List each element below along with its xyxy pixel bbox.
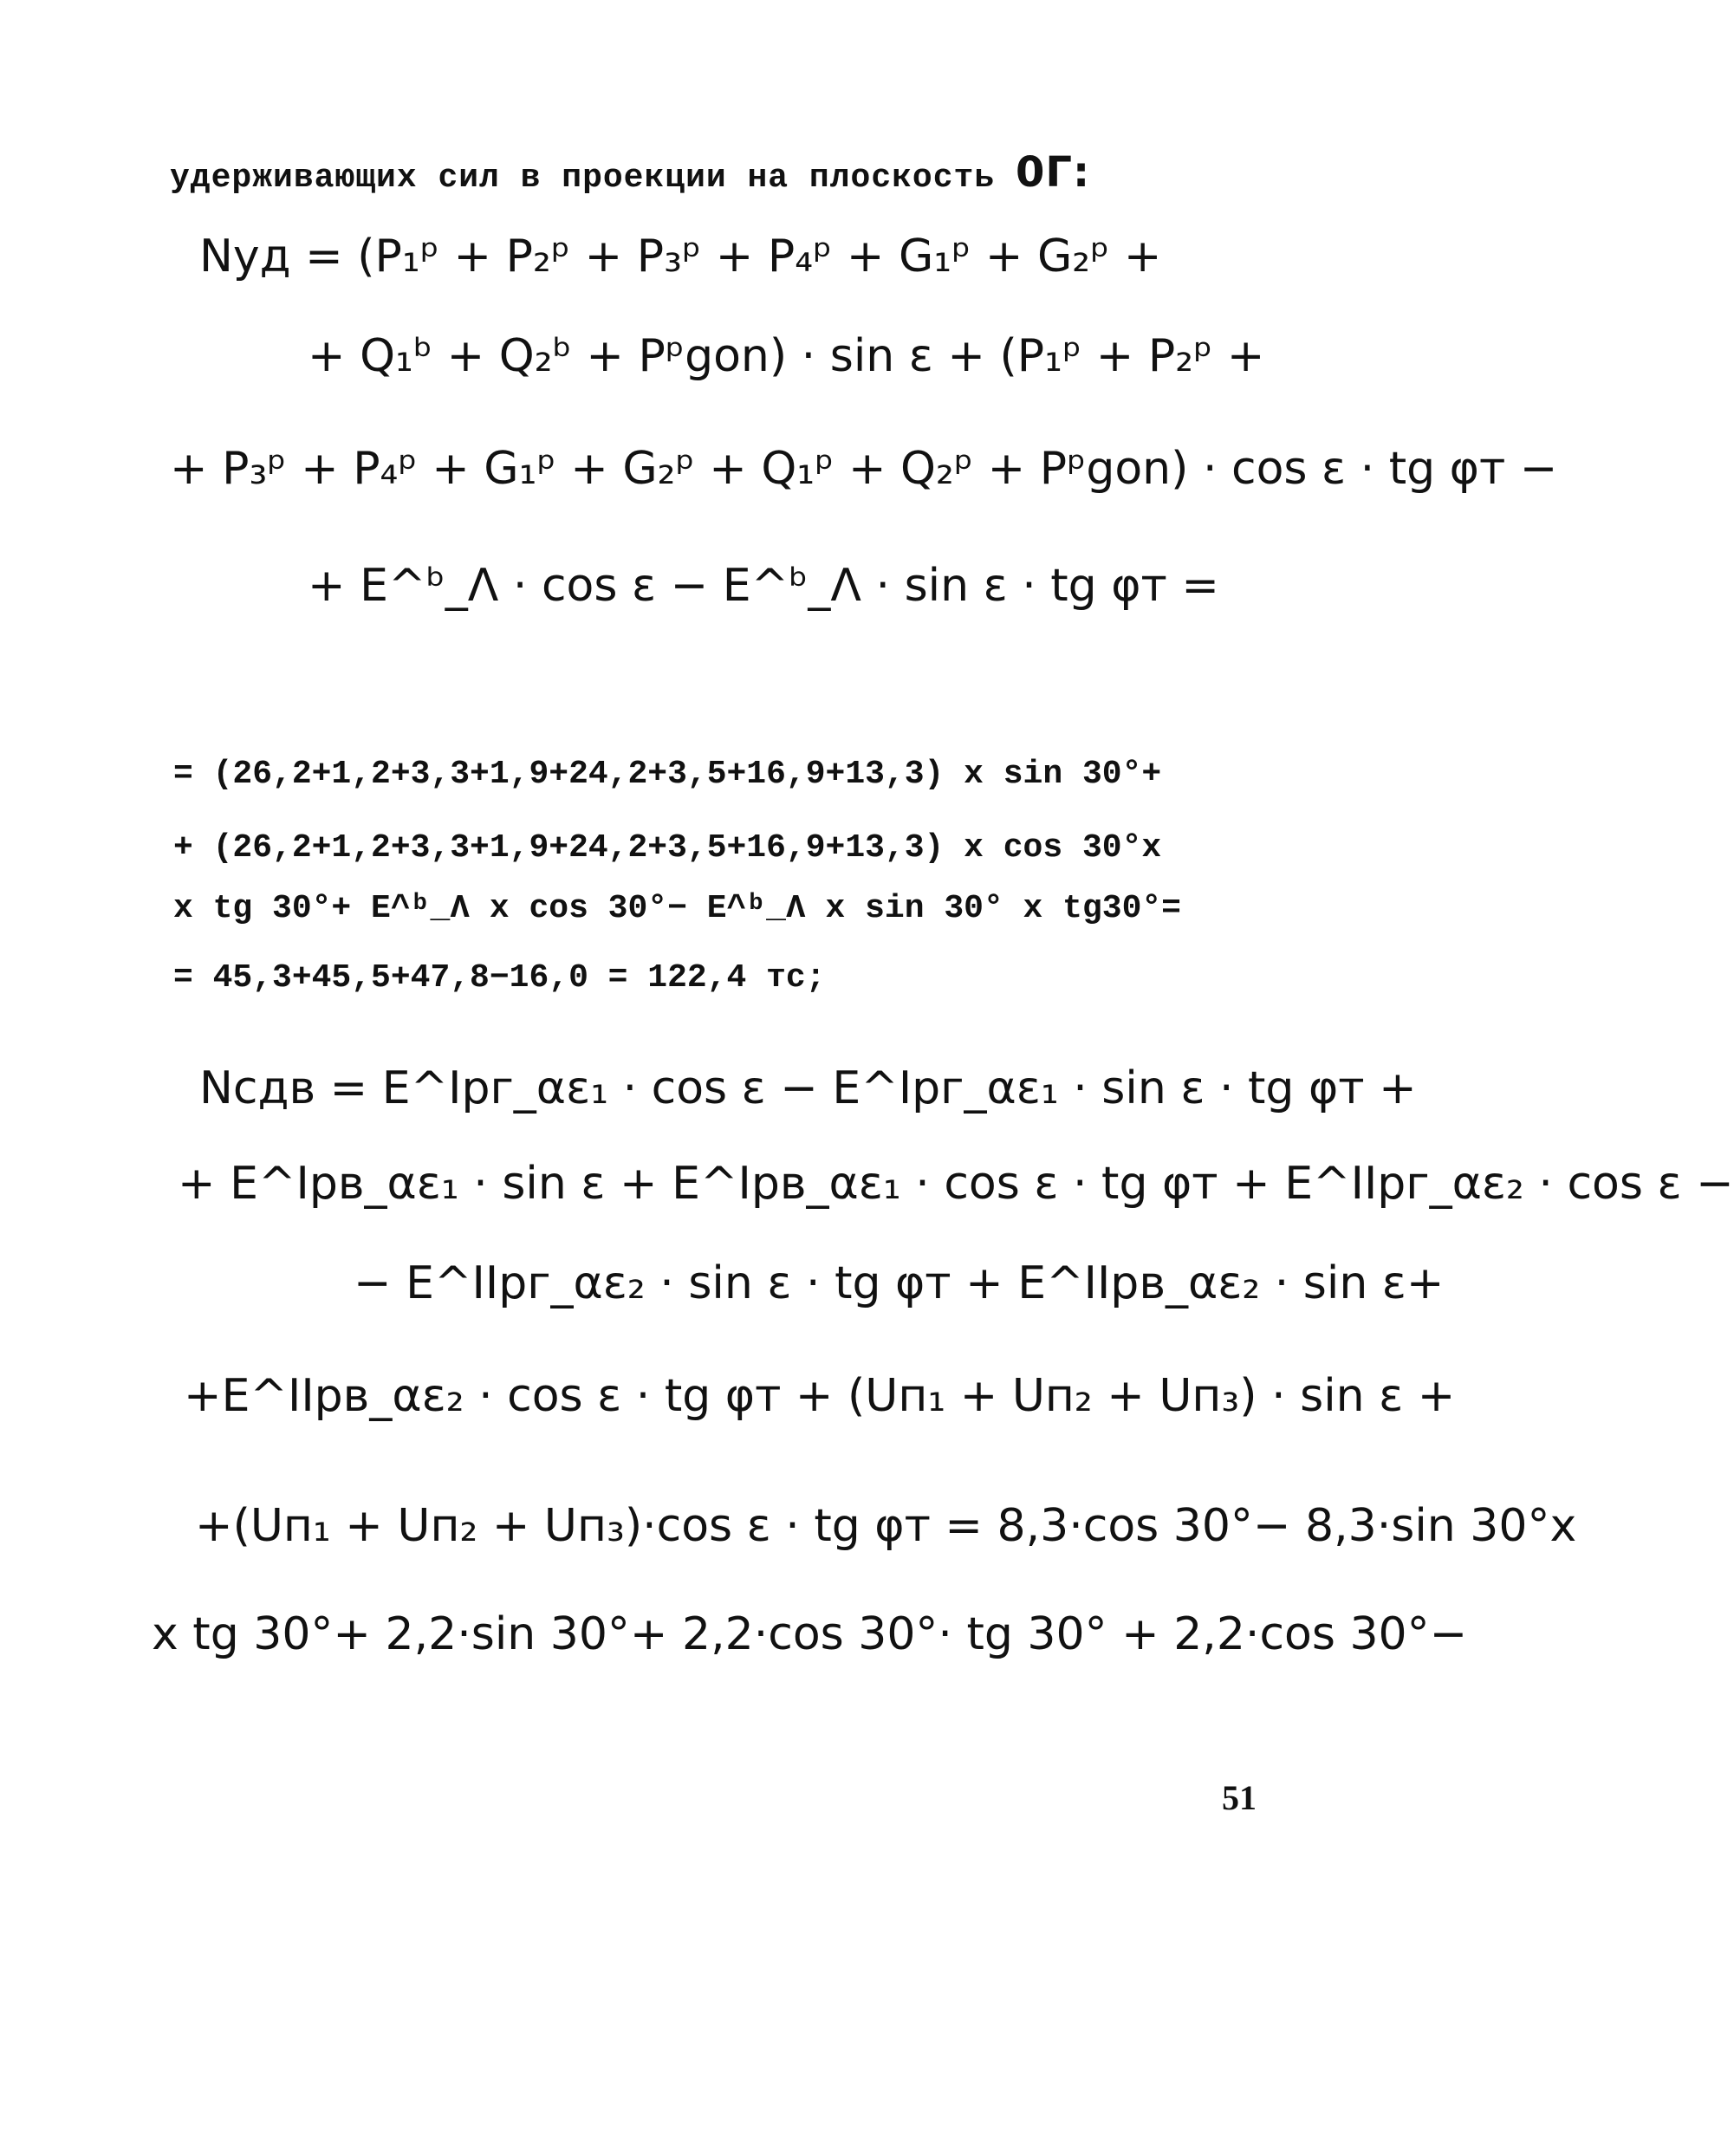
- formula-nud-line-2: + Q₁ᵇ + Q₂ᵇ + Pᵖgon) · sin ε + (P₁ᵖ + P₂ᵖ +: [308, 330, 1265, 382]
- formula-nsdv-line-5: +(Uп₁ + Uп₂ + Uп₃)·cos ε · tg φт = 8,3·cos 30°− 8,3·sin 30°x: [195, 1500, 1577, 1552]
- intro-text: удерживающих сил в проекции на плоскость: [170, 159, 996, 197]
- calculation-result-line: = 45,3+45,5+47,8−16,0 = 122,4 тс;: [173, 959, 826, 997]
- page-number: 51: [1222, 1778, 1257, 1817]
- formula-nud-line-1: Nуд = (P₁ᵖ + P₂ᵖ + P₃ᵖ + P₄ᵖ + G₁ᵖ + G₂ᵖ +: [199, 231, 1162, 282]
- calculation-line-3: x tg 30°+ E^ᵇ_Λ x cos 30°− E^ᵇ_Λ x sin 30° x tg30°=: [173, 890, 1181, 927]
- intro-text-line: [170, 148, 1091, 197]
- formula-nud-line-4: + E^ᵇ_Λ · cos ε − E^ᵇ_Λ · sin ε · tg φт =: [308, 560, 1219, 612]
- formula-nsdv-line-1: Nсдв = E^Iрг_αε₁ · cos ε − E^Iрг_αε₁ · sin ε · tg φт +: [199, 1062, 1417, 1114]
- calculation-line-1: = (26,2+1,2+3,3+1,9+24,2+3,5+16,9+13,3) x sin 30°+: [173, 756, 1162, 793]
- formula-nsdv-line-2: + E^Iрв_αε₁ · sin ε + E^Iрв_αε₁ · cos ε · tg φт + E^IIрг_αε₂ · cos ε −: [178, 1158, 1734, 1210]
- calculation-line-2: + (26,2+1,2+3,3+1,9+24,2+3,5+16,9+13,3) x cos 30°x: [173, 829, 1162, 867]
- formula-nud-line-3: + P₃ᵖ + P₄ᵖ + G₁ᵖ + G₂ᵖ + Q₁ᵖ + Q₂ᵖ + Pᵖgon) · cos ε · tg φт −: [170, 443, 1558, 495]
- formula-nsdv-line-3: − E^IIрг_αε₂ · sin ε · tg φт + E^IIрв_αε₂ · sin ε+: [354, 1257, 1445, 1309]
- plane-label: 0Г:: [1015, 148, 1091, 197]
- formula-nsdv-line-4: +E^IIрв_αε₂ · cos ε · tg φт + (Uп₁ + Uп₂ + Uп₃) · sin ε +: [184, 1370, 1456, 1422]
- formula-nsdv-line-6: x tg 30°+ 2,2·sin 30°+ 2,2·cos 30°· tg 30° + 2,2·cos 30°−: [152, 1608, 1468, 1660]
